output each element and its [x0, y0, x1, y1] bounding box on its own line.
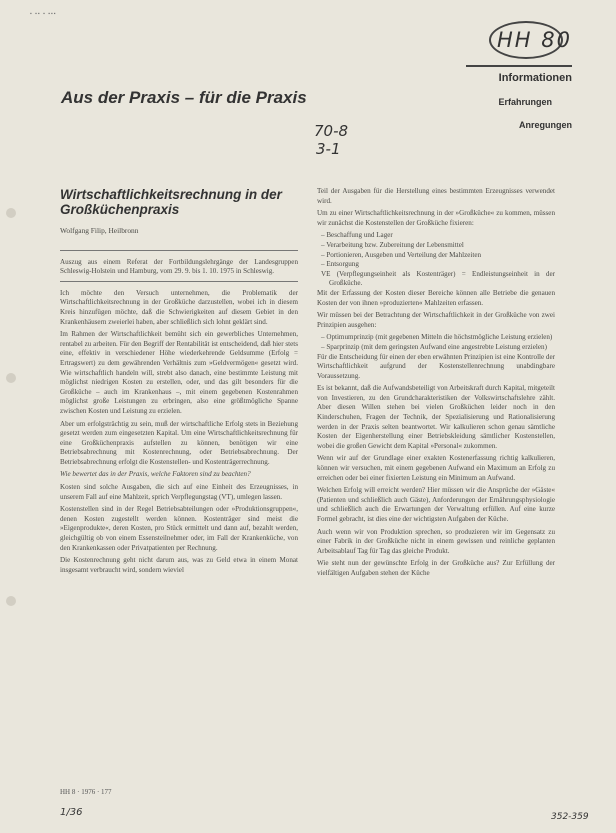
list-item: – Beschaffung und Lager [321, 231, 393, 240]
page-citation: HH 8 · 1976 · 177 [60, 788, 112, 796]
list-item: – Optimumprinzip (mit gegebenen Mitteln die höchstmögliche Leistung erzielen) [321, 333, 553, 342]
paragraph: Welchen Erfolg will erreicht werden? Hier müssen wir die Ansprüche der »Gäste« (Patienten und schließlich auch Gäste), Anforderungen der Ernährungsphysiologie und schließlich auch die Erwartungen der Verwaltung erfüllen. Auf eine kurze Formel gebracht, ist dies eine der wichtigsten Aufgaben der Küche. [317, 486, 555, 523]
list-item: – Verarbeitung bzw. Zubereitung der Lebensmittel [321, 240, 464, 249]
paragraph: Mit der Erfassung der Kosten dieser Bereiche können alle Betriebe die genauen Kosten der von ihnen »produzierten« Mahlzeiten erfassen. [317, 288, 555, 307]
handwritten-bottom-right: 352-359 [551, 812, 589, 822]
principles-list [317, 333, 555, 352]
header-rule [466, 65, 572, 67]
paragraph: Die Kostenrechnung geht nicht darum aus, was zu Geld etwa in einem Monat insgesamt verbraucht wird, sondern wieviel [60, 556, 298, 574]
paragraph: Kostenstellen sind in der Regel Betriebsabteilungen oder »Produktionsgruppen«, denen Kosten zugestellt werden können. Kostenträger sind meist die »Eigenprodukte«, deren Kosten, pro Stück ermittelt und dann auf, bezahlt werden, gleichgültig ob von einem Essensteilnehmer oder, im Fall der Krankenküche, von den Krankenkassen oder Privatpatienten per Rechnung. [60, 505, 298, 552]
paragraph: Teil der Ausgaben für die Herstellung eines bestimmten Erzeugnisses verwendet wird. [317, 187, 555, 205]
list-item: VE (Verpflegungseinheit als Kostenträger) = Endleistungseinheit in der Großküche. [321, 269, 555, 288]
cost-center-list [317, 231, 555, 289]
paragraph: Im Rahmen der Wirtschaftlichkeit bemüht sich ein gewerbliches Unternehmen, rentabel zu arbeiten. Für den Begriff der Rentabilität ist entscheidend, daß hier stets eine, effektiv in verschiedener Höhe wiederkehrende Geldsumme (Erfolg = Ertragswert) zu dem gewährenden Verhältnis zum »Geldvermögen« gesetzt wird. Wie wirtschaftlich handeln will, strebt also danach, eine bestimmte Leistung mit möglichst niedrigen Kosten zu erstellen, oder, und das gilt besonders für die Großküche – auch im Krankenhaus –, mit einem gegebenen Kostenrahmen möglichst große Leistungen zu erbringen, also eine größtmögliche Spanne zwischen Kosten und Leistung zu erzielen. [60, 330, 298, 415]
punch-hole [6, 596, 16, 606]
handwritten-note-1: 70-8 [314, 122, 349, 140]
paragraph: Auch wenn wir von Produktion sprechen, so produzieren wir im Gegensatz zu einer Fabrik in der Großküche nicht in einem gewissen und reinliche geplanten Arbeitsablauf Tag für Tag das gleiche Produkt. [317, 527, 555, 555]
paragraph: Aber um erfolgsträchtig zu sein, muß der wirtschaftliche Erfolg stets in Beziehung gesetzt werden zum eingesetzten Kapital. Um eine Wirtschaftlichkeitsrechnung für eine Großküchenpraxis aufstellen zu können, benötigen wir eine Betriebsabrechnung mit Kostenrechnung, oder Betriebsabrechnung. Der Betriebsabrechnung erfolgt die Kostenstellen- und Kostenträgerrechnung. [60, 419, 298, 466]
paragraph: Es ist bekannt, daß die Aufwandsbeteiligt von Arbeitskraft durch Kapital, mitgeteilt von Investieren, zu den Grundcharakteristiken der Volkswirtschaftslehre zählt. Aber diesen Willen stehen bei vielen Großküchen leider noch in den Kinderschuhen, Fragen der Technik, der Spezialisierung und Rationalisierung werden in der Praxis selten beantwortet. Wir kalkulieren schon genau sämtliche Kosten der Eigenherstellung einer Betriebskleidung sämtlicher Kostenstellen, wobei die großen Gewicht dem Kapital »Personal« zukommen. [317, 384, 555, 450]
left-column [60, 187, 298, 578]
article-intro: Auszug aus einem Referat der Fortbildungslehrgänge der Landesgruppen Schleswig-Holstein und Hamburg, vom 29. 9. bis 1. 10. 1975 in Schleswig. [60, 257, 298, 276]
tag-informationen: Informationen [498, 72, 572, 84]
right-column [317, 187, 555, 582]
margin-mark: ▪ ▪▪ ▪ ▪▪▪ [30, 11, 57, 17]
article-author: Wolfgang Filip, Heilbronn [60, 226, 139, 235]
section-header: Aus der Praxis – für die Praxis [61, 88, 307, 107]
tag-erfahrungen: Erfahrungen [498, 97, 552, 107]
paragraph: Für die Entscheidung für einen der eben erwähnten Prinzipien ist eine Kontrolle der Wirtschaftlichkeit aufgrund der Kostenstellenrechnung unabdingbare Voraussetzung. [317, 352, 555, 380]
divider [60, 250, 298, 251]
list-item: – Entsorgung [321, 260, 359, 269]
paragraph: Kosten sind solche Ausgaben, die sich auf eine Einheit des Erzeugnisses, in unserem Fall auf eine Mahlzeit, sprich Verpflegungstag (VT), umlegen lassen. [60, 483, 298, 501]
punch-hole [6, 208, 16, 218]
handwritten-code: HH 80 [497, 28, 572, 52]
tag-anregungen: Anregungen [519, 120, 572, 130]
list-item: – Portionieren, Ausgeben und Verteilung der Mahlzeiten [321, 250, 482, 259]
divider [60, 281, 298, 282]
paragraph: Wenn wir auf der Grundlage einer exakten Kostenerfassung richtig kalkulieren, können wir versuchen, mit einem gegebenen Aufwand ein Maximum an Erfolg zu erreichen oder bei einer fixierten Leistung ein Minimum an Aufwand. [317, 454, 555, 482]
paragraph: Wie steht nun der gewünschte Erfolg in der Großküche aus? Zur Erfüllung der vielfältigen Aufgaben stehen der Küche [317, 559, 555, 577]
question: Wie bewertet das in der Praxis, welche Faktoren sind zu beachten? [60, 470, 251, 479]
punch-hole [6, 373, 16, 383]
handwritten-note-2: 3-1 [316, 140, 341, 158]
article-title: Wirtschaftlichkeitsrechnung in der Großküchenpraxis [60, 187, 282, 217]
paragraph: Wir müssen bei der Betrachtung der Wirtschaftlichkeit in der Großküche von zwei Prinzipien ausgehen: [317, 311, 555, 329]
paragraph: Ich möchte den Versuch unternehmen, die Problematik der Wirtschaftlichkeitsrechnung in der Großküche darzustellen, wobei ich in diesem Kreis hinzufügen möchte, daß die Schwierigkeiten auf diesem Gebiet in den Krankenhäusern zweierlei haben, aber schließlich sich lohnt geklärt sind. [60, 288, 298, 326]
list-item: – Sparprinzip (mit dem geringsten Aufwand eine angestrebte Leistung erzielen) [321, 342, 547, 351]
handwritten-bottom-left: 1/36 [60, 807, 83, 818]
paragraph: Um zu einer Wirtschaftlichkeitsrechnung in der »Großküche« zu kommen, müssen wir zunächst die Kostenstellen der Großküche fixieren: [317, 209, 555, 227]
